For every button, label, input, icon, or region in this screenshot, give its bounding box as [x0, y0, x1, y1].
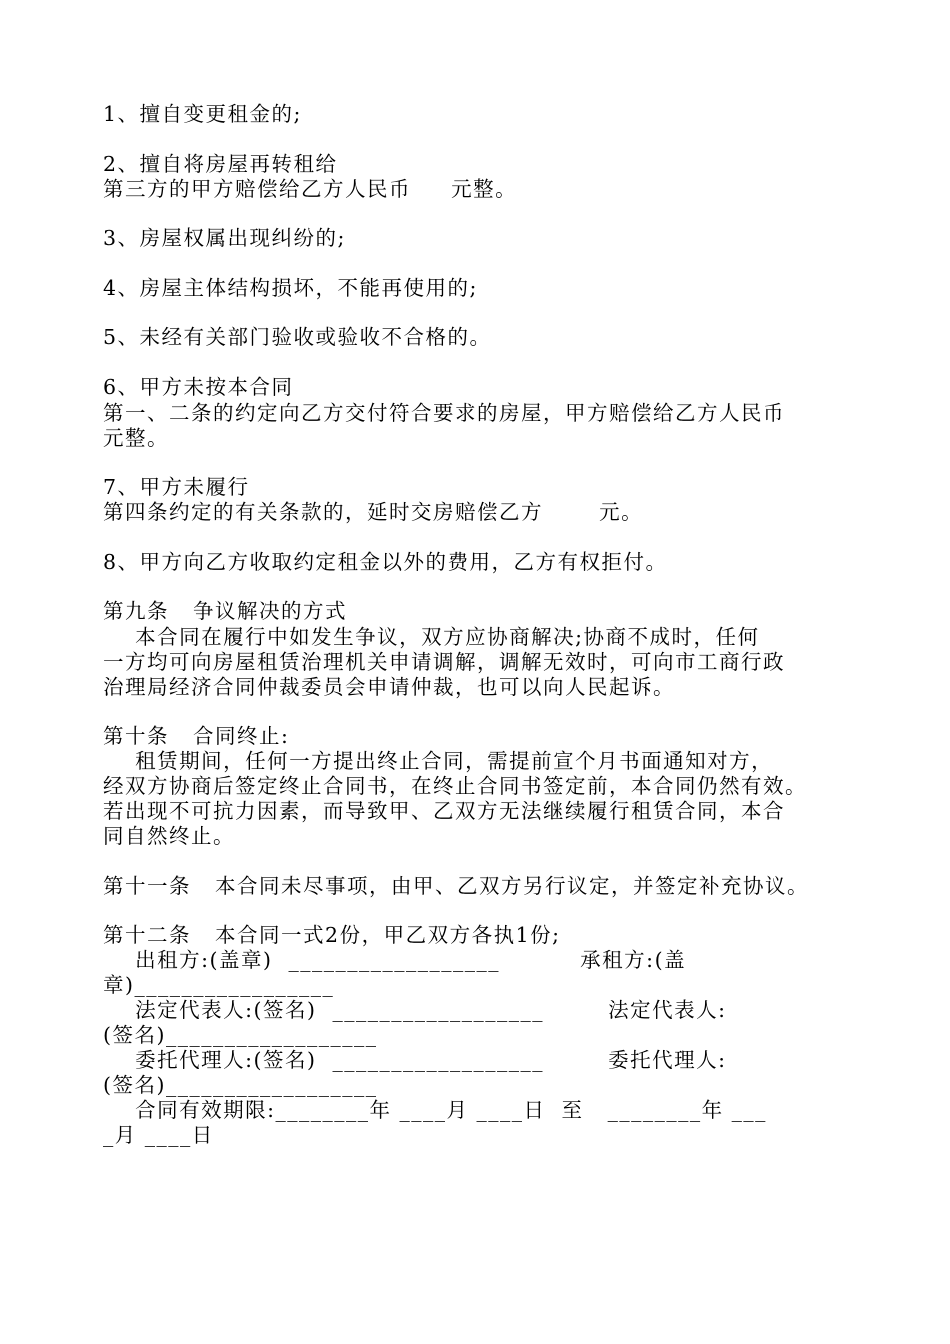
clause-line: 5、未经有关部门验收或验收不合格的。 — [103, 325, 492, 349]
clause-line: 第四条约定的有关条款的，延时交房赔偿乙方 元。 — [103, 500, 644, 524]
paragraph-line: 一方均可向房屋租赁治理机关申请调解，调解无效时，可向市工商行政 — [103, 650, 785, 674]
signature-line: (签名)__________________ — [103, 1023, 378, 1047]
clause-line: 7、甲方未履行 — [103, 475, 250, 499]
paragraph-line: 治理局经济合同仲裁委员会申请仲裁，也可以向人民起诉。 — [103, 675, 675, 699]
clause-line: 4、房屋主体结构损坏，不能再使用的; — [103, 276, 478, 300]
clause-line: 元整。 — [103, 426, 169, 450]
signature-line: 法定代表人:(签名) __________________ 法定代表人: — [103, 998, 727, 1022]
section-heading: 第十一条 本合同未尽事项，由甲、乙双方另行议定，并签定补充协议。 — [103, 874, 810, 898]
section-heading: 第十条 合同终止: — [103, 724, 290, 748]
paragraph-line: 本合同在履行中如发生争议，双方应协商解决;协商不成时，任何 — [103, 625, 760, 649]
validity-period-line: _月 ____日 — [103, 1123, 214, 1147]
section-heading: 第九条 争议解决的方式 — [103, 599, 348, 623]
clause-line: 3、房屋权属出现纠纷的; — [103, 226, 346, 250]
signature-line: 章)_________________ — [103, 973, 335, 997]
section-heading: 第十二条 本合同一式2份，甲乙双方各执1份; — [103, 923, 561, 947]
signature-line: (签名)__________________ — [103, 1073, 378, 1097]
signature-line: 出租方:(盖章) __________________ 承租方:(盖 — [103, 948, 687, 972]
clause-line: 1、擅自变更租金的; — [103, 102, 302, 126]
paragraph-line: 经双方协商后签定终止合同书，在终止合同书签定前，本合同仍然有效。 — [103, 774, 807, 798]
clause-line: 2、擅自将房屋再转租给 — [103, 152, 338, 176]
paragraph-line: 租赁期间，任何一方提出终止合同，需提前宣个月书面通知对方， — [103, 749, 774, 773]
clause-line: 第一、二条的约定向乙方交付符合要求的房屋，甲方赔偿给乙方人民币 — [103, 401, 785, 425]
paragraph-line: 同自然终止。 — [103, 824, 235, 848]
signature-line: 委托代理人:(签名) __________________ 委托代理人: — [103, 1048, 727, 1072]
clause-line: 第三方的甲方赔偿给乙方人民币 元整。 — [103, 177, 518, 201]
clause-line: 8、甲方向乙方收取约定租金以外的费用，乙方有权拒付。 — [103, 550, 668, 574]
paragraph-line: 若出现不可抗力因素，而导致甲、乙双方无法继续履行租赁合同，本合 — [103, 799, 785, 823]
clause-line: 6、甲方未按本合同 — [103, 375, 294, 399]
validity-period-line: 合同有效期限:________年 ____月 ____日 至 ________年 ___ — [103, 1098, 767, 1122]
